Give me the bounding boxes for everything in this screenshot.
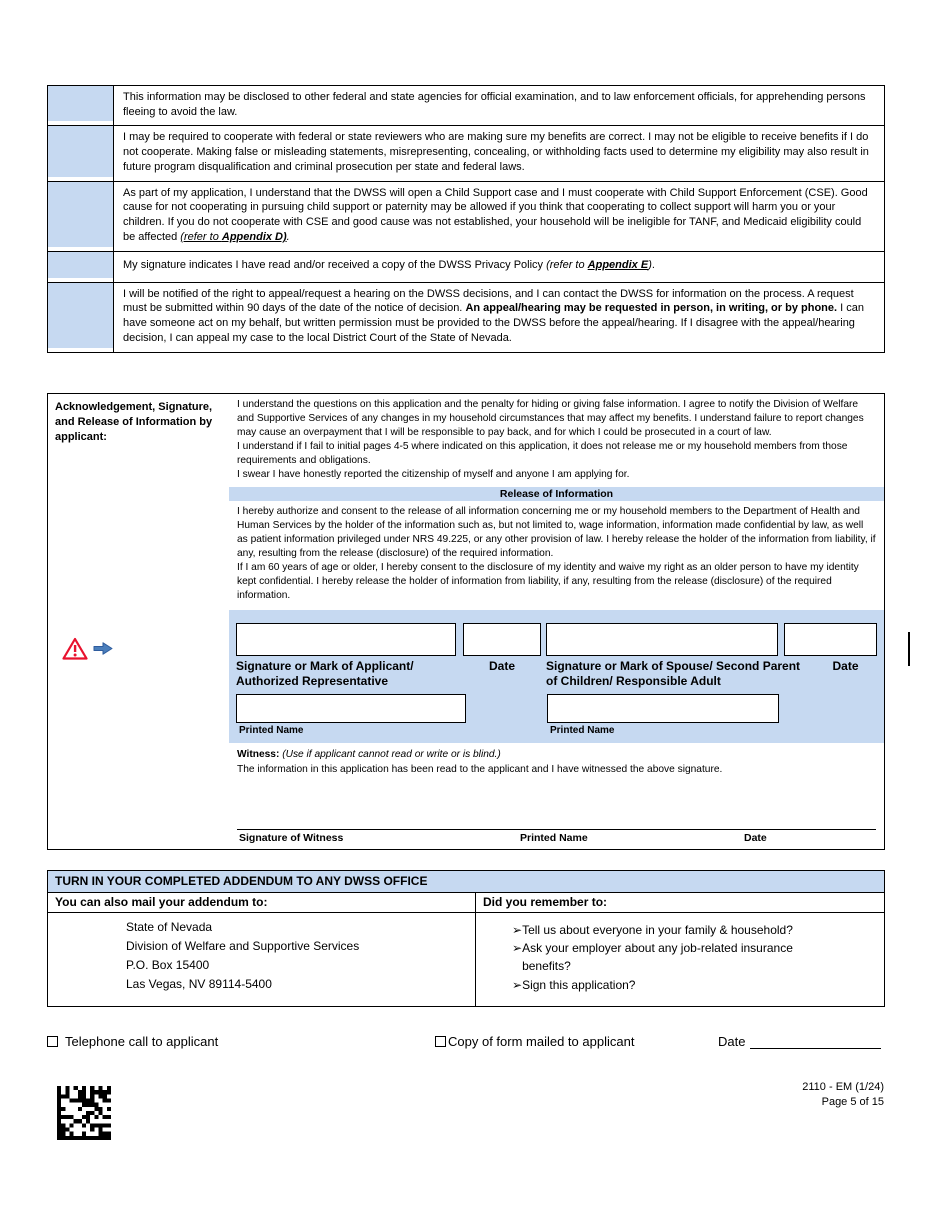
- option-telephone-call[interactable]: [47, 1034, 218, 1049]
- date-fill-line[interactable]: [750, 1035, 881, 1049]
- checkbox-icon[interactable]: [435, 1036, 446, 1047]
- arrow-right-icon: [93, 641, 113, 656]
- option-mail-label: Copy of form mailed to applicant: [448, 1034, 635, 1049]
- release-paragraph: If I am 60 years of age or older, I hereby consent to the disclosure of my identity and waive my right as an older person to have my identity kept confidential. I hereby release the holder of information from liability, if any, resulting from the release (disclosure) of the required information.: [237, 561, 859, 601]
- remember-item: [512, 939, 844, 975]
- spouse-signature-box[interactable]: [546, 623, 778, 656]
- date-label: Date: [718, 1034, 746, 1049]
- spouse-date-label: Date: [832, 658, 859, 673]
- initials-box-fill: [48, 252, 113, 278]
- remember-checklist: [475, 913, 884, 1006]
- witness-signature-label: Signature of Witness: [239, 831, 344, 844]
- applicant-signature-box[interactable]: [236, 623, 456, 656]
- arrow-bullet-icon: ➢: [512, 977, 523, 992]
- initials-box-fill: [48, 182, 113, 247]
- margin-change-bar: [908, 632, 910, 666]
- remember-item-text: Sign this application?: [522, 977, 636, 992]
- initials-box[interactable]: [48, 126, 114, 180]
- arrow-bullet-icon: ➢: [512, 941, 523, 956]
- acknowledgement-label: Acknowledgement, Signature, and Release of Information by applicant:: [55, 401, 213, 443]
- address-line: Las Vegas, NV 89114-5400: [126, 976, 272, 991]
- turn-in-header: TURN IN YOUR COMPLETED ADDENDUM TO ANY DWSS OFFICE: [48, 871, 884, 893]
- applicant-printed-name-label: Printed Name: [239, 725, 304, 737]
- witness-printed-name-label: Printed Name: [520, 831, 588, 844]
- warning-icon: [62, 637, 88, 660]
- option-copy-mailed[interactable]: [435, 1034, 634, 1049]
- release-of-information-text: [229, 501, 884, 608]
- address-line: Division of Welfare and Supportive Services: [126, 938, 360, 953]
- remember-item: [512, 921, 844, 939]
- notice-row: [48, 86, 884, 126]
- witness-date-label: Date: [744, 831, 767, 844]
- applicant-date-box[interactable]: [463, 623, 541, 656]
- spouse-signature-label: Signature or Mark of Spouse/ Second Parent of Children/ Responsible Adult: [546, 658, 801, 688]
- mailing-address: [48, 913, 475, 1006]
- release-paragraph: I hereby authorize and consent to the release of all information concerning me or my household members to the Department of Health and Human Services by the holder of the information such as, but not limited to, wage information, information made confidential by law, as well as patient information privileged under NRS 49.225, or any other provision of law. I hereby release the holder of the information from liability, if any, resulting from the release (disclosure) of the required information.: [237, 505, 876, 559]
- notice-row: [48, 126, 884, 181]
- spouse-printed-name-label: Printed Name: [550, 725, 615, 737]
- arrow-bullet-icon: ➢: [512, 923, 523, 937]
- witness-statement: The information in this application has been read to the applicant and I have witnessed the above signature.: [237, 764, 723, 776]
- acknowledgement-content: [229, 394, 884, 849]
- address-line: P.O. Box 15400: [126, 957, 210, 972]
- applicant-printed-name-box[interactable]: [236, 694, 466, 723]
- contact-options: [47, 1034, 885, 1056]
- ack-paragraph: I swear I have honestly reported the citizenship of myself and anyone I am applying for.: [237, 468, 630, 480]
- remember-label: Did you remember to:: [475, 893, 884, 912]
- notices-table: [47, 85, 885, 353]
- notice-row: [48, 252, 884, 283]
- applicant-date-label: Date: [488, 658, 515, 673]
- initials-box[interactable]: [48, 86, 114, 125]
- initials-box[interactable]: [48, 182, 114, 251]
- witness-section: [229, 743, 884, 849]
- option-telephone-label: Telephone call to applicant: [65, 1034, 219, 1049]
- ack-paragraph: I understand the questions on this application and the penalty for hiding or giving false information. I agree to notify the Division of Welfare and Supportive Services of any changes in my household circumstances that may affect my benefits. I understand failure to report changes may cause an overpayment that I will be responsible to pay back, and for which I could be prosecuted in a court of law.: [237, 399, 864, 438]
- date-field: [718, 1034, 881, 1049]
- notice-row: [48, 283, 884, 352]
- spouse-date-box[interactable]: [784, 623, 877, 656]
- notice-text: I will be notified of the right to appeal/request a hearing on the DWSS decisions, and I can contact the DWSS for information on the process. A request must be submitted within 90 days of the date of the notice of decision. An appeal/hearing may be requested in person, in writing, or by phone. I can have someone act on my behalf, but written permission must be provided to the DWSS before the appeal/hearing. If I disagree with the appeal/hearing decision, I can appeal my case to the local District Court of the State of Nevada.: [123, 287, 864, 344]
- notice-text: I may be required to cooperate with federal or state reviewers who are making sure my benefits are correct. I may not be eligible to receive benefits if I do not cooperate. Making false or misleading statements, misrepresenting, concealing, or withholding facts used to determine my eligibility may also result in future program disqualification and criminal prosecution per state and federal laws.: [123, 131, 869, 173]
- page-number: Page 5 of 15: [821, 1095, 884, 1108]
- notice-text: As part of my application, I understand that the DWSS will open a Child Support case and I must cooperate with Child Support Enforcement (CSE). Good cause for not cooperating in pursuing child support or paternity may be allowed if you think that cooperating to collect support will harm you or your children. If you do not cooperate with CSE and good cause was not established, your household will be ineligible for TANF, and Medicaid eligibility could be affected (refer to Appendix D).: [123, 186, 868, 243]
- remember-item-text: Tell us about everyone in your family & household?: [522, 923, 793, 937]
- initials-box[interactable]: [48, 283, 114, 352]
- remember-item: [512, 976, 844, 994]
- initials-box-fill: [48, 126, 113, 176]
- address-line: State of Nevada: [126, 920, 213, 934]
- checkbox-icon[interactable]: [47, 1036, 58, 1047]
- remember-item-text: Ask your employer about any job-related insurance benefits?: [522, 941, 793, 974]
- spouse-printed-name-box[interactable]: [547, 694, 779, 723]
- important-marker: [62, 637, 113, 660]
- notice-text: This information may be disclosed to other federal and state agencies for official examination, and to law enforcement officials, for apprehending persons fleeing to avoid the law.: [123, 91, 866, 118]
- initials-box-fill: [48, 86, 113, 121]
- initials-box[interactable]: [48, 252, 114, 282]
- acknowledgement-section: [47, 393, 885, 850]
- form-number: 2110 - EM (1/24): [802, 1081, 884, 1093]
- form-identifier: [802, 1080, 884, 1110]
- witness-label: Witness: (Use if applicant cannot read or write or is blind.): [237, 749, 501, 761]
- turn-in-section: [47, 870, 885, 1007]
- notice-row: [48, 182, 884, 252]
- notice-text: My signature indicates I have read and/or received a copy of the DWSS Privacy Policy (refer to Appendix E).: [123, 259, 655, 272]
- ack-paragraph: I understand if I fail to initial pages 4-5 where indicated on this application, it does not release me or my household members from those requirements and obligations.: [237, 440, 848, 466]
- applicant-signature-label: Signature or Mark of Applicant/ Authorized Representative: [236, 658, 414, 688]
- acknowledgement-intro: [229, 394, 884, 484]
- qr-code: [57, 1085, 111, 1141]
- witness-signature-line[interactable]: [237, 829, 876, 849]
- initials-box-fill: [48, 283, 113, 348]
- signature-block: [229, 610, 884, 744]
- mail-addendum-label: You can also mail your addendum to:: [55, 895, 268, 909]
- release-of-information-header: Release of Information: [229, 487, 884, 501]
